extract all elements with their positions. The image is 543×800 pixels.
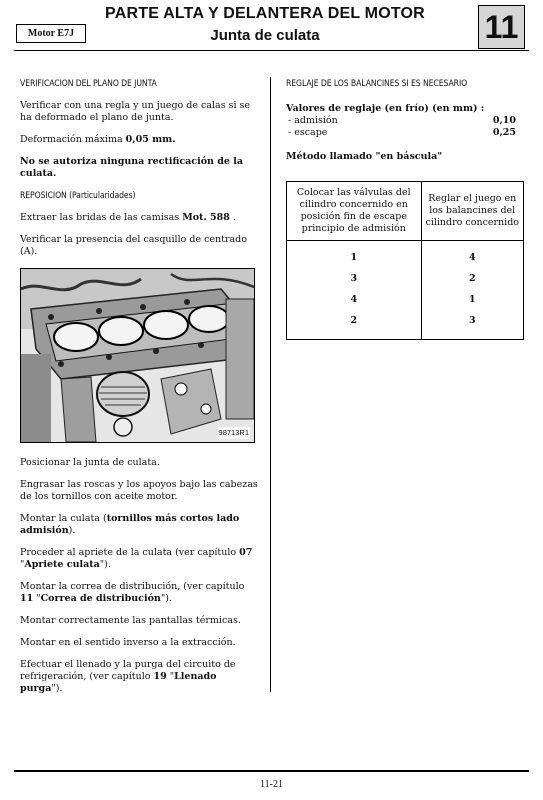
table-row: 4 1: [287, 289, 524, 310]
table-header-row: [287, 182, 524, 241]
rocker-adjustment-table: [286, 181, 524, 340]
method-title: Método llamado "en báscula": [286, 151, 443, 162]
paragraph-correa: Montar la correa de distribución, (ver capítulo 11 "Correa de distribución").: [20, 581, 245, 604]
column-divider: [270, 77, 271, 692]
page-title: PARTE ALTA Y DELANTERA DEL MOTOR: [105, 5, 425, 22]
section-heading-verificacion: VERIFICACION DEL PLANO DE JUNTA: [20, 79, 157, 89]
paragraph-verificar-regla: Verificar con una regla y un juego de calas si se ha deformado el plano de junta.: [20, 100, 251, 123]
engine-model-label: Motor E7J: [16, 24, 86, 43]
paragraph-posicionar-junta: Posicionar la junta de culata.: [20, 457, 160, 468]
left-column: [20, 78, 258, 705]
table-header-cell: Colocar las válvulas del cilindro concernido en posición fin de escape principio de admisión: [287, 182, 422, 241]
section-heading-reposicion: REPOSICION (Particularidades): [20, 191, 136, 201]
paragraph-apriete: Proceder al apriete de la culata (ver capítulo 07 "Apriete culata").: [20, 547, 253, 570]
paragraph-montar-culata: Montar la culata (tornillos más cortos lado admisión).: [20, 513, 240, 536]
chapter-number: 11: [478, 5, 525, 49]
table-header-cell: Reglar el juego en los balancines del cilindro concernido: [421, 182, 523, 241]
engine-block-illustration: [21, 269, 254, 442]
paragraph-llenado: Efectuar el llenado y la purga del circuito de refrigeración, (ver capítulo 19 "Llenado purga").: [20, 659, 236, 694]
right-column: [286, 78, 524, 340]
values-title: Valores de reglaje (en frío) (en mm) :: [286, 103, 485, 114]
value-row-escape: - escape 0,25: [288, 127, 516, 138]
figure-reference: 98713R1: [218, 428, 249, 437]
engine-block-photo: [20, 268, 255, 443]
paragraph-engrasar: Engrasar las roscas y los apoyos bajo las cabezas de los tornillos con aceite motor.: [20, 479, 258, 502]
paragraph-extraer-bridas: Extraer las bridas de las camisas Mot. 588 .: [20, 212, 236, 223]
paragraph-casquillo: Verificar la presencia del casquillo de centrado (A).: [20, 234, 247, 257]
paragraph-sentido-inverso: Montar en el sentido inverso a la extracción.: [20, 637, 236, 648]
footer-rule: [14, 770, 529, 772]
header-bottom-rule: [14, 50, 529, 51]
table-row: 1 4: [287, 241, 524, 269]
paragraph-pantallas: Montar correctamente las pantallas térmicas.: [20, 615, 241, 626]
value-row-admision: - admisión 0,10: [288, 115, 516, 126]
table-row: 2 3: [287, 310, 524, 340]
warning-no-rectificacion: No se autoriza ninguna rectificación de la culata.: [20, 156, 244, 179]
page-number: 11-21: [260, 779, 283, 790]
section-heading-reglaje: REGLAJE DE LOS BALANCINES SI ES NECESARIO: [286, 79, 468, 89]
page-subtitle: Junta de culata: [210, 27, 320, 44]
table-row: 3 2: [287, 268, 524, 289]
paragraph-deformacion: Deformación máxima 0,05 mm.: [20, 134, 176, 145]
